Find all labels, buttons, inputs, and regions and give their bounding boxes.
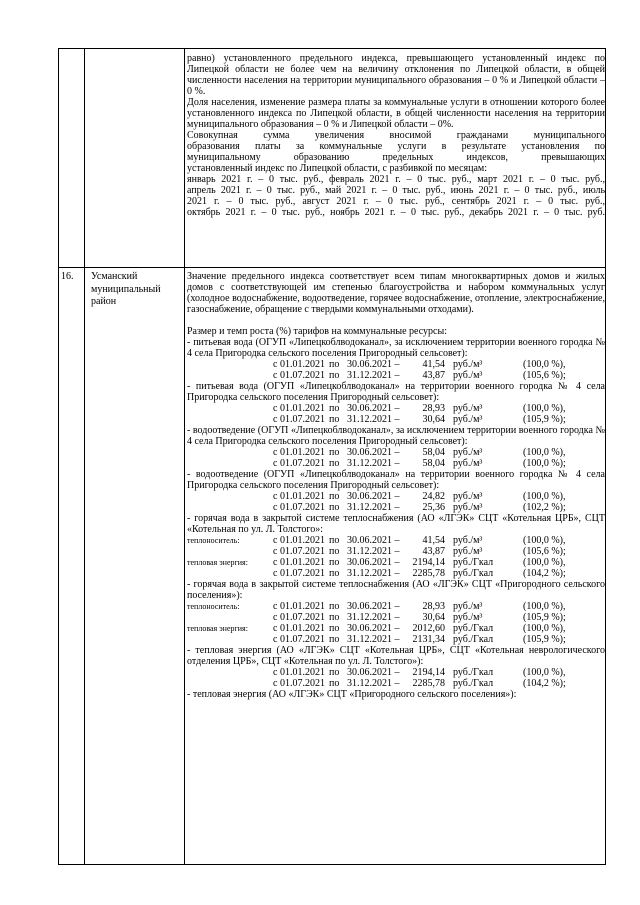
tariff-row (187, 678, 605, 689)
component-label: тепловая энергия: (187, 558, 248, 567)
component-label (187, 458, 273, 469)
period-start: с 01.07.2021 (273, 458, 325, 469)
tariff-value: 41,54 (422, 359, 445, 370)
growth-percent: (100,0 %); (523, 458, 566, 469)
tariff-unit: руб./м³ (453, 403, 483, 414)
tariff-section (187, 645, 605, 689)
period-end: 30.06.2021 – (347, 447, 400, 458)
tariff-section (187, 513, 605, 579)
growth-percent: (105,6 %); (523, 370, 566, 381)
tariff-section (187, 469, 605, 513)
growth-percent: (105,9 %); (523, 612, 566, 623)
period-by: по (329, 568, 340, 579)
period-by: по (329, 612, 340, 623)
tariff-section-header: - водоотведение (ОГУП «Липецкоблводоканал» на территории военного городка № 4 села Пригородка сельского поселения Пригородный сельсовет): (187, 469, 605, 491)
period-end: 30.06.2021 – (347, 491, 400, 502)
component-label (187, 491, 273, 502)
tariff-section-header: - водоотведение (ОГУП «Липецкоблводоканал», за исключением территории военного городка № 4 села Пригородка сельского поселения Пригородный сельсовет): (187, 425, 605, 447)
period-end: 31.12.2021 – (347, 634, 400, 645)
component-label (187, 403, 273, 414)
period-start: с 01.01.2021 (273, 403, 325, 414)
period-start: с 01.07.2021 (273, 502, 325, 513)
period-start: с 01.07.2021 (273, 634, 325, 645)
previous-row-text (187, 53, 605, 218)
period-end: 31.12.2021 – (347, 370, 400, 381)
tariff-section-header: - горячая вода в закрытой системе теплоснабжения (АО «ЛГЭК» СЦТ «Пригородного сельского поселения»): (187, 579, 605, 601)
tariff-details (187, 271, 605, 700)
period-by: по (329, 634, 340, 645)
tariff-value: 2194,14 (412, 557, 445, 568)
tariff-unit: руб./м³ (453, 535, 483, 546)
period-start: с 01.01.2021 (273, 491, 325, 502)
tariff-row (187, 502, 605, 513)
tariff-row (187, 359, 605, 370)
tariff-value: 58,04 (422, 447, 445, 458)
paragraph-total-sum (187, 130, 605, 218)
component-label (187, 634, 273, 645)
rates-heading: Размер и темп роста (%) тарифов на коммунальные ресурсы: (187, 326, 447, 337)
sum-line: октябрь 2021 г. – 0 тыс. руб., ноябрь 2021 г. – 0 тыс. руб., декабрь 2021 г. – 0 тыс. руб. (187, 207, 605, 218)
paragraph-index-deviation: равно) установленного предельного индекса, превышающего установленный индекс по Липецкой области не более чем на величину отклонения по Липецкой области, в общей численности населения на территории муниципального образования – 0 % и Липецкой области – 0 %. (187, 53, 605, 97)
tariff-value: 30,64 (422, 414, 445, 425)
tariff-unit: руб./м³ (453, 370, 483, 381)
growth-percent: (100,0 %), (523, 667, 566, 678)
component-label (187, 546, 273, 557)
growth-percent: (104,2 %); (523, 568, 566, 579)
column-divider-region (184, 49, 185, 864)
sum-line: январь 2021 г. – 0 тыс. руб., февраль 2021 г. – 0 тыс. руб., март 2021 г. – 0 тыс. руб., (187, 174, 605, 185)
growth-percent: (100,0 %), (523, 403, 566, 414)
component-label (187, 414, 273, 425)
period-by: по (329, 546, 340, 557)
tariff-value: 25,36 (422, 502, 445, 513)
tariff-section (187, 689, 605, 700)
period-by: по (329, 667, 340, 678)
municipality-name: Усманский муниципальный район (91, 271, 161, 307)
growth-percent: (100,0 %), (523, 535, 566, 546)
column-divider-number (84, 49, 85, 864)
period-end: 30.06.2021 – (347, 557, 400, 568)
tariff-value: 2194,14 (412, 667, 445, 678)
period-start: с 01.01.2021 (273, 601, 325, 612)
tariff-row (187, 568, 605, 579)
growth-percent: (105,9 %); (523, 414, 566, 425)
tariff-value: 41,54 (422, 535, 445, 546)
tariff-unit: руб./м³ (453, 601, 483, 612)
component-label (187, 447, 273, 458)
component-label (187, 502, 273, 513)
tariff-value: 28,93 (422, 403, 445, 414)
tariff-unit: руб./м³ (453, 359, 483, 370)
row-number: 16. (61, 271, 74, 282)
period-start: с 01.07.2021 (273, 568, 325, 579)
tariff-section-header: - питьевая вода (ОГУП «Липецкоблводоканал», за исключением территории военного городка № 4 села Пригородка сельского поселения Пригородный сельсовет): (187, 337, 605, 359)
tariff-section-header: - горячая вода в закрытой системе теплоснабжения (АО «ЛГЭК» СЦТ «Котельная ЦРБ», СЦТ «Котельная по ул. Л. Толстого»: (187, 513, 605, 535)
tariff-section (187, 337, 605, 381)
period-end: 31.12.2021 – (347, 678, 400, 689)
sum-line: апрель 2021 г. – 0 тыс. руб., май 2021 г. – 0 тыс. руб., июнь 2021 г. – 0 тыс. руб., июль (187, 185, 605, 196)
period-by: по (329, 370, 340, 381)
period-end: 30.06.2021 – (347, 601, 400, 612)
period-by: по (329, 557, 340, 568)
tariff-value: 2285,78 (412, 568, 445, 579)
tariff-row (187, 612, 605, 623)
period-by: по (329, 359, 340, 370)
growth-percent: (105,6 %); (523, 546, 566, 557)
period-start: с 01.07.2021 (273, 414, 325, 425)
tariff-row (187, 414, 605, 425)
tariff-value: 43,87 (422, 370, 445, 381)
tariff-row (187, 535, 605, 546)
tariff-row (187, 623, 605, 634)
tariff-section (187, 579, 605, 645)
tariff-sections (187, 337, 605, 700)
tariff-value: 24,82 (422, 491, 445, 502)
tariff-row (187, 634, 605, 645)
tariff-unit: руб./Гкал (453, 623, 494, 634)
period-by: по (329, 678, 340, 689)
sum-line: Совокупная сумма увеличения вносимой гражданами муниципального (187, 130, 605, 141)
tariff-row (187, 491, 605, 502)
period-start: с 01.01.2021 (273, 535, 325, 546)
tariff-section-header: - тепловая энергия (АО «ЛГЭК» СЦТ «Пригородного сельского поселения»): (187, 689, 517, 700)
paragraph-population-share: Доля населения, изменение размера платы за коммунальные услуги в отношении которого более установленного индекса по Липецкой области, в общей численности населения на территории муниципального образования – 0 % и Липецкой области – 0%. (187, 97, 605, 130)
component-label: теплоноситель: (187, 536, 240, 545)
period-end: 31.12.2021 – (347, 612, 400, 623)
tariff-row (187, 546, 605, 557)
component-label (187, 612, 273, 623)
period-start: с 01.01.2021 (273, 623, 325, 634)
period-end: 30.06.2021 – (347, 623, 400, 634)
component-label (187, 678, 273, 689)
tariff-unit: руб./Гкал (453, 678, 494, 689)
period-start: с 01.07.2021 (273, 546, 325, 557)
period-end: 31.12.2021 – (347, 502, 400, 513)
component-label: теплоноситель: (187, 602, 240, 611)
tariff-row (187, 601, 605, 612)
period-by: по (329, 601, 340, 612)
tariff-unit: руб./Гкал (453, 568, 494, 579)
growth-percent: (100,0 %), (523, 623, 566, 634)
component-label (187, 359, 273, 370)
sum-line: образования платы за коммунальные услуги в результате установления по (187, 141, 605, 152)
tariff-row (187, 458, 605, 469)
tariff-value: 2285,78 (412, 678, 445, 689)
sum-line: муниципальному образованию предельных индексов, превышающих (187, 152, 605, 163)
period-start: с 01.01.2021 (273, 667, 325, 678)
tariff-section-header: - тепловая энергия (АО «ЛГЭК» СЦТ «Котельная ЦРБ», СЦТ «Котельная неврологического отделения ЦРБ», СЦТ «Котельная по ул. Л. Толстого»): (187, 645, 605, 667)
period-end: 31.12.2021 – (347, 458, 400, 469)
component-label (187, 667, 273, 678)
tariff-unit: руб./м³ (453, 414, 483, 425)
growth-percent: (100,0 %), (523, 601, 566, 612)
growth-percent: (104,2 %); (523, 678, 566, 689)
component-label (187, 568, 273, 579)
period-by: по (329, 403, 340, 414)
period-by: по (329, 414, 340, 425)
tariff-value: 2131,34 (412, 634, 445, 645)
sum-line: установленный индекс по Липецкой области, с разбивкой по месяцам: (187, 163, 488, 174)
period-start: с 01.07.2021 (273, 678, 325, 689)
tariff-row (187, 370, 605, 381)
paragraph-index-scope: Значение предельного индекса соответствует всем типам многоквартирных домов и жилых домов с соответствующей им степенью благоустройства и набором коммунальных услуг (холодное водоснабжение, водоотведение, горячее водоснабжение, отопление, электроснабжение, газоснабжение, обращение с твердыми коммунальными отходами). (187, 271, 605, 315)
tariff-unit: руб./м³ (453, 458, 483, 469)
period-by: по (329, 535, 340, 546)
period-start: с 01.07.2021 (273, 612, 325, 623)
tariff-unit: руб./м³ (453, 546, 483, 557)
period-end: 31.12.2021 – (347, 568, 400, 579)
growth-percent: (100,0 %), (523, 557, 566, 568)
period-end: 30.06.2021 – (347, 359, 400, 370)
period-by: по (329, 623, 340, 634)
growth-percent: (100,0 %), (523, 447, 566, 458)
tariff-section (187, 425, 605, 469)
tariff-value: 2012,60 (412, 623, 445, 634)
tariff-unit: руб./м³ (453, 612, 483, 623)
period-by: по (329, 502, 340, 513)
tariff-unit: руб./Гкал (453, 634, 494, 645)
growth-percent: (100,0 %), (523, 491, 566, 502)
tariff-unit: руб./м³ (453, 447, 483, 458)
period-end: 31.12.2021 – (347, 414, 400, 425)
component-label (187, 370, 273, 381)
period-start: с 01.01.2021 (273, 447, 325, 458)
period-start: с 01.01.2021 (273, 557, 325, 568)
sum-line: 2021 г. – 0 тыс. руб., август 2021 г. – 0 тыс. руб., сентябрь 2021 г. – 0 тыс. руб., (187, 196, 605, 207)
tariff-unit: руб./Гкал (453, 557, 494, 568)
component-label: тепловая энергия: (187, 624, 248, 633)
period-end: 31.12.2021 – (347, 546, 400, 557)
tariff-row (187, 667, 605, 678)
tariff-row (187, 403, 605, 414)
tariff-row (187, 557, 605, 568)
row-divider (59, 267, 605, 268)
period-end: 30.06.2021 – (347, 535, 400, 546)
tariff-section-header: - питьевая вода (ОГУП «Липецкоблводоканал» на территории военного городка № 4 села Пригородка сельского поселения Пригородный сельсовет): (187, 381, 605, 403)
tariff-value: 30,64 (422, 612, 445, 623)
period-start: с 01.07.2021 (273, 370, 325, 381)
period-by: по (329, 491, 340, 502)
regions-table (58, 48, 606, 865)
period-end: 30.06.2021 – (347, 403, 400, 414)
growth-percent: (105,9 %); (523, 634, 566, 645)
tariff-value: 28,93 (422, 601, 445, 612)
tariff-unit: руб./м³ (453, 502, 483, 513)
period-by: по (329, 458, 340, 469)
tariff-unit: руб./Гкал (453, 667, 494, 678)
period-start: с 01.01.2021 (273, 359, 325, 370)
growth-percent: (102,2 %); (523, 502, 566, 513)
tariff-section (187, 381, 605, 425)
tariff-row (187, 447, 605, 458)
tariff-value: 43,87 (422, 546, 445, 557)
tariff-value: 58,04 (422, 458, 445, 469)
period-end: 30.06.2021 – (347, 667, 400, 678)
period-by: по (329, 447, 340, 458)
tariff-unit: руб./м³ (453, 491, 483, 502)
growth-percent: (100,0 %), (523, 359, 566, 370)
